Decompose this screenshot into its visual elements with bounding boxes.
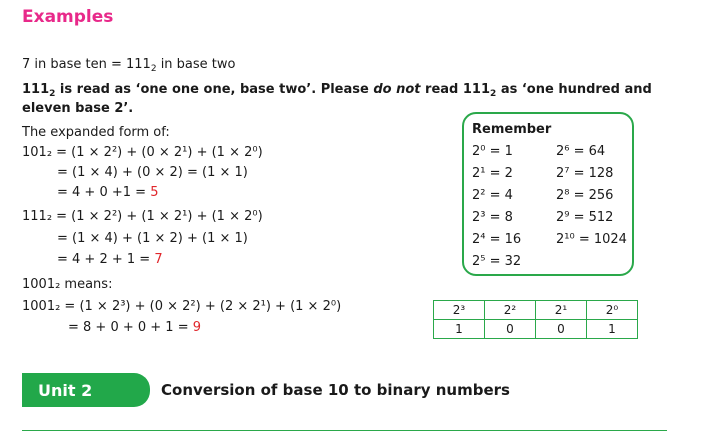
example-3-line-2 [68, 318, 201, 337]
intro-line-2-num: 111 [22, 82, 50, 97]
example-3-line-2-text: = 8 + 0 + 0 + 1 = [68, 320, 193, 335]
table-row [434, 320, 638, 339]
intro-line-2 [22, 80, 652, 99]
binary-place-value-table [433, 300, 638, 339]
example-1-line-3 [57, 183, 158, 202]
table-cell: 0 [485, 320, 536, 339]
table-cell: 1 [434, 320, 485, 339]
intro-line-1-text: 7 in base ten = 111 [22, 57, 151, 72]
table-header-cell: 2² [485, 301, 536, 320]
intro-line-2-end: as ‘one hundred and [496, 82, 652, 97]
example-1-line-3-text: = 4 + 0 +1 = [57, 185, 151, 200]
intro-line-1-end: in base two [156, 57, 236, 72]
intro-line-2-base: 2 [49, 89, 56, 99]
intro-line-2-text-2: read 111 [420, 82, 491, 97]
example-1-line-2: = (1 × 4) + (0 × 2) = (1 × 1) [57, 165, 248, 180]
table-cell: 0 [536, 320, 587, 339]
example-1-answer: 5 [150, 185, 159, 200]
power-item: 2⁰ = 1 [472, 144, 513, 159]
example-1-line-1: 101₂ = (1 × 2²) + (0 × 2¹) + (1 × 2⁰) [22, 145, 263, 160]
table-header-cell: 2³ [434, 301, 485, 320]
power-item: 2³ = 8 [472, 210, 513, 225]
intro-line-2-base-2: 2 [490, 89, 497, 99]
unit-badge: Unit 2 [22, 373, 150, 407]
power-item: 2⁷ = 128 [556, 166, 614, 181]
table-cell: 1 [587, 320, 638, 339]
power-item: 2¹ = 2 [472, 166, 513, 181]
intro-line-1-base: 2 [150, 64, 157, 74]
power-item: 2¹⁰ = 1024 [556, 232, 627, 247]
example-3-answer: 9 [192, 320, 202, 335]
intro-line-3: eleven base 2’. [22, 101, 134, 116]
intro-emphasis: do not [373, 82, 421, 97]
example-3-label: 1001₂ means: [22, 277, 113, 292]
table-header-cell: 2¹ [536, 301, 587, 320]
example-3-line-1: 1001₂ = (1 × 2³) + (0 × 2²) + (2 × 2¹) + (1 × 2⁰) [22, 299, 342, 314]
table-header-cell: 2⁰ [587, 301, 638, 320]
table-header-row [434, 301, 638, 320]
power-item: 2⁶ = 64 [556, 144, 606, 159]
remember-title: Remember [472, 122, 552, 137]
intro-line-2-text: is read as ‘one one one, base two’. Please [55, 82, 374, 97]
example-2-line-3-text: = 4 + 2 + 1 = [57, 252, 155, 267]
unit-title: Conversion of base 10 to binary numbers [161, 381, 510, 399]
divider-line [22, 430, 667, 431]
power-item: 2⁹ = 512 [556, 210, 614, 225]
power-item: 2⁸ = 256 [556, 188, 614, 203]
power-item: 2² = 4 [472, 188, 513, 203]
intro-line-1 [22, 55, 235, 74]
example-2-answer: 7 [154, 252, 163, 267]
example-2-line-2: = (1 × 4) + (1 × 2) + (1 × 1) [57, 231, 248, 246]
page-heading: Examples [22, 7, 114, 27]
example-2-line-3 [57, 250, 163, 269]
example-2-line-1: 111₂ = (1 × 2²) + (1 × 2¹) + (1 × 2⁰) [22, 209, 263, 224]
power-item: 2⁵ = 32 [472, 254, 522, 269]
power-item: 2⁴ = 16 [472, 232, 522, 247]
expanded-label: The expanded form of: [22, 125, 170, 140]
remember-box [462, 112, 634, 276]
